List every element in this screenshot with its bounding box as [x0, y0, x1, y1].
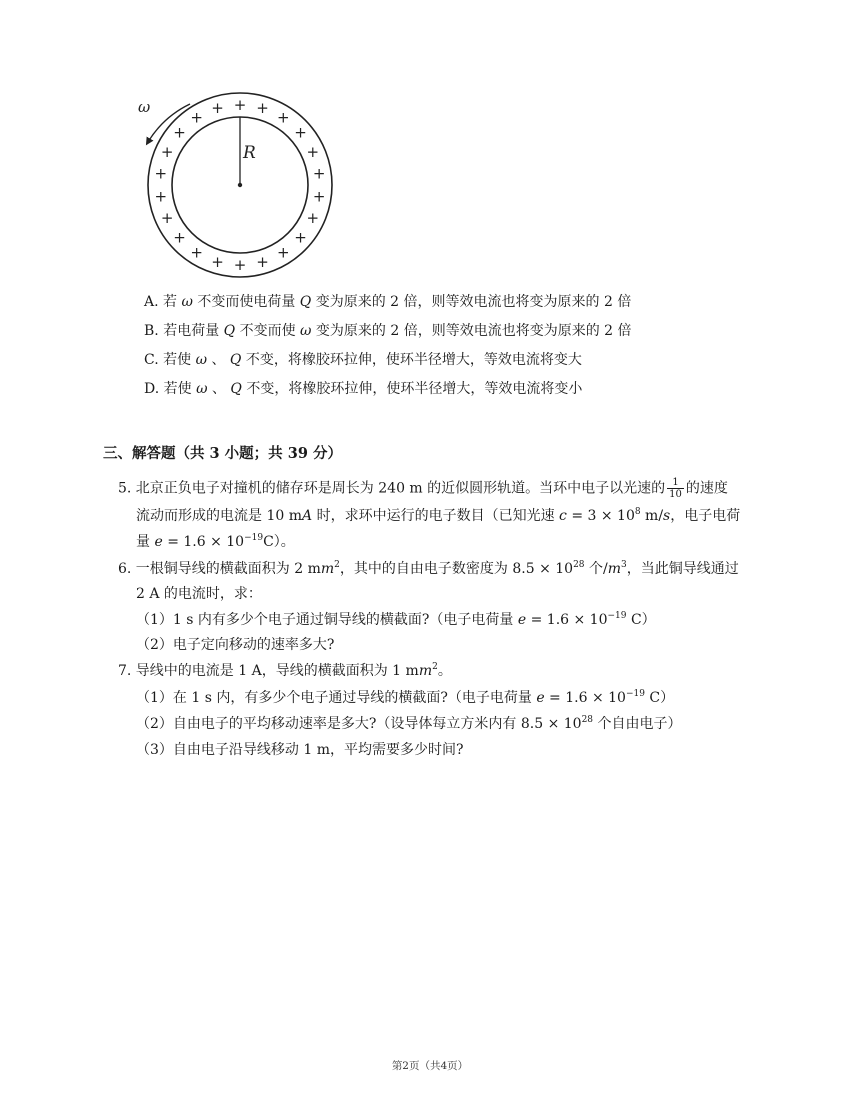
plus-charge: + [294, 123, 307, 142]
q6-subquestion-1: （1）1 s 内有多少个电子通过铜导线的横截面?（电子电荷量 $e = 1.6 \times 10^{-19}$ C） [136, 611, 656, 628]
q5-line-1: 5. 北京正负电子对撞机的储存环是周长为 240 m 的近似圆形轨道。当环中电子以光速的 $\frac{1}{10}$ 的速度 [118, 477, 728, 500]
plus-charge: + [306, 209, 320, 228]
omega-label: ω [138, 98, 151, 116]
plus-charge: + [190, 108, 203, 127]
section-heading: 三、解答题（共 3 小题；共 39 分） [103, 445, 342, 462]
plus-charge: + [173, 123, 186, 142]
plus-charge: + [154, 164, 168, 183]
q6-line-1: 6. 一根铜导线的横截面积为 2 $mm^2$，其中的自由电子数密度为 $8.5 \times 10^{28}$ 个$/m^3$，当此铜导线通过 [118, 560, 739, 577]
center-dot [238, 183, 242, 187]
q7-subquestion-3: （3）自由电子沿导线移动 1 m，平均需要多少时间? [136, 742, 464, 758]
plus-charge: + [312, 187, 326, 206]
option-d: D. 若使 ω 、 Q 不变，将橡胶环拉伸，使环半径增大，等效电流将变小 [144, 381, 583, 397]
plus-charge: + [256, 252, 269, 271]
q7-line-1: 7. 导线中的电流是 1 A，导线的横截面积为 1 $mm^2$。 [118, 662, 452, 679]
plus-charge: + [160, 142, 174, 161]
plus-charge: + [233, 256, 247, 274]
fraction-one-tenth: $\frac{1}{10}$ [669, 477, 682, 500]
plus-charge: + [277, 108, 290, 127]
plus-charge: + [211, 99, 224, 118]
option-c: C. 若使 ω 、 Q 不变，将橡胶环拉伸，使环半径增大，等效电流将变大 [144, 352, 582, 368]
q7-subquestion-2: （2）自由电子的平均移动速率是多大?（设导体每立方米内有 $8.5 \times 10^{28}$ 个自由电子） [136, 715, 682, 732]
plus-charge: + [154, 187, 168, 206]
radius-label: R [243, 143, 256, 163]
ring-diagram [132, 90, 346, 290]
plus-charge: + [233, 96, 247, 114]
q7-subquestion-1: （1）在 1 s 内，有多少个电子通过导线的横截面?（电子电荷量 $e = 1.6 \times 10^{-19}$ C） [136, 689, 675, 706]
q5-line-3: 量 $e = 1.6 \times 10^{-19}C$）。 [136, 533, 295, 550]
plus-charge: + [312, 164, 326, 183]
option-a: A. 若 ω 不变而使电荷量 Q 变为原来的 2 倍，则等效电流也将变为原来的 2 倍 [144, 294, 632, 310]
q5-line-2: 流动而形成的电流是 10 mA 时，求环中运行的电子数目（已知光速 $c = 3 \times 10^8$ m/s，电子电荷 [136, 507, 741, 524]
plus-charge: + [211, 252, 224, 271]
page-footer: 第2页（共4页） [391, 1060, 469, 1072]
plus-charge: + [294, 228, 307, 247]
plus-charge: + [173, 228, 186, 247]
q6-subquestion-2: （2）电子定向移动的速率多大? [136, 637, 335, 653]
charged-ring-figure [132, 90, 346, 290]
plus-charge: + [160, 209, 174, 228]
plus-charge: + [277, 243, 290, 262]
q6-line-2: 2 A 的电流时，求： [136, 586, 262, 602]
plus-charge: + [306, 142, 320, 161]
option-b: B. 若电荷量 Q 不变而使 ω 变为原来的 2 倍，则等效电流也将变为原来的 2 倍 [144, 323, 632, 339]
plus-charge: + [190, 243, 203, 262]
plus-charge: + [256, 99, 269, 118]
